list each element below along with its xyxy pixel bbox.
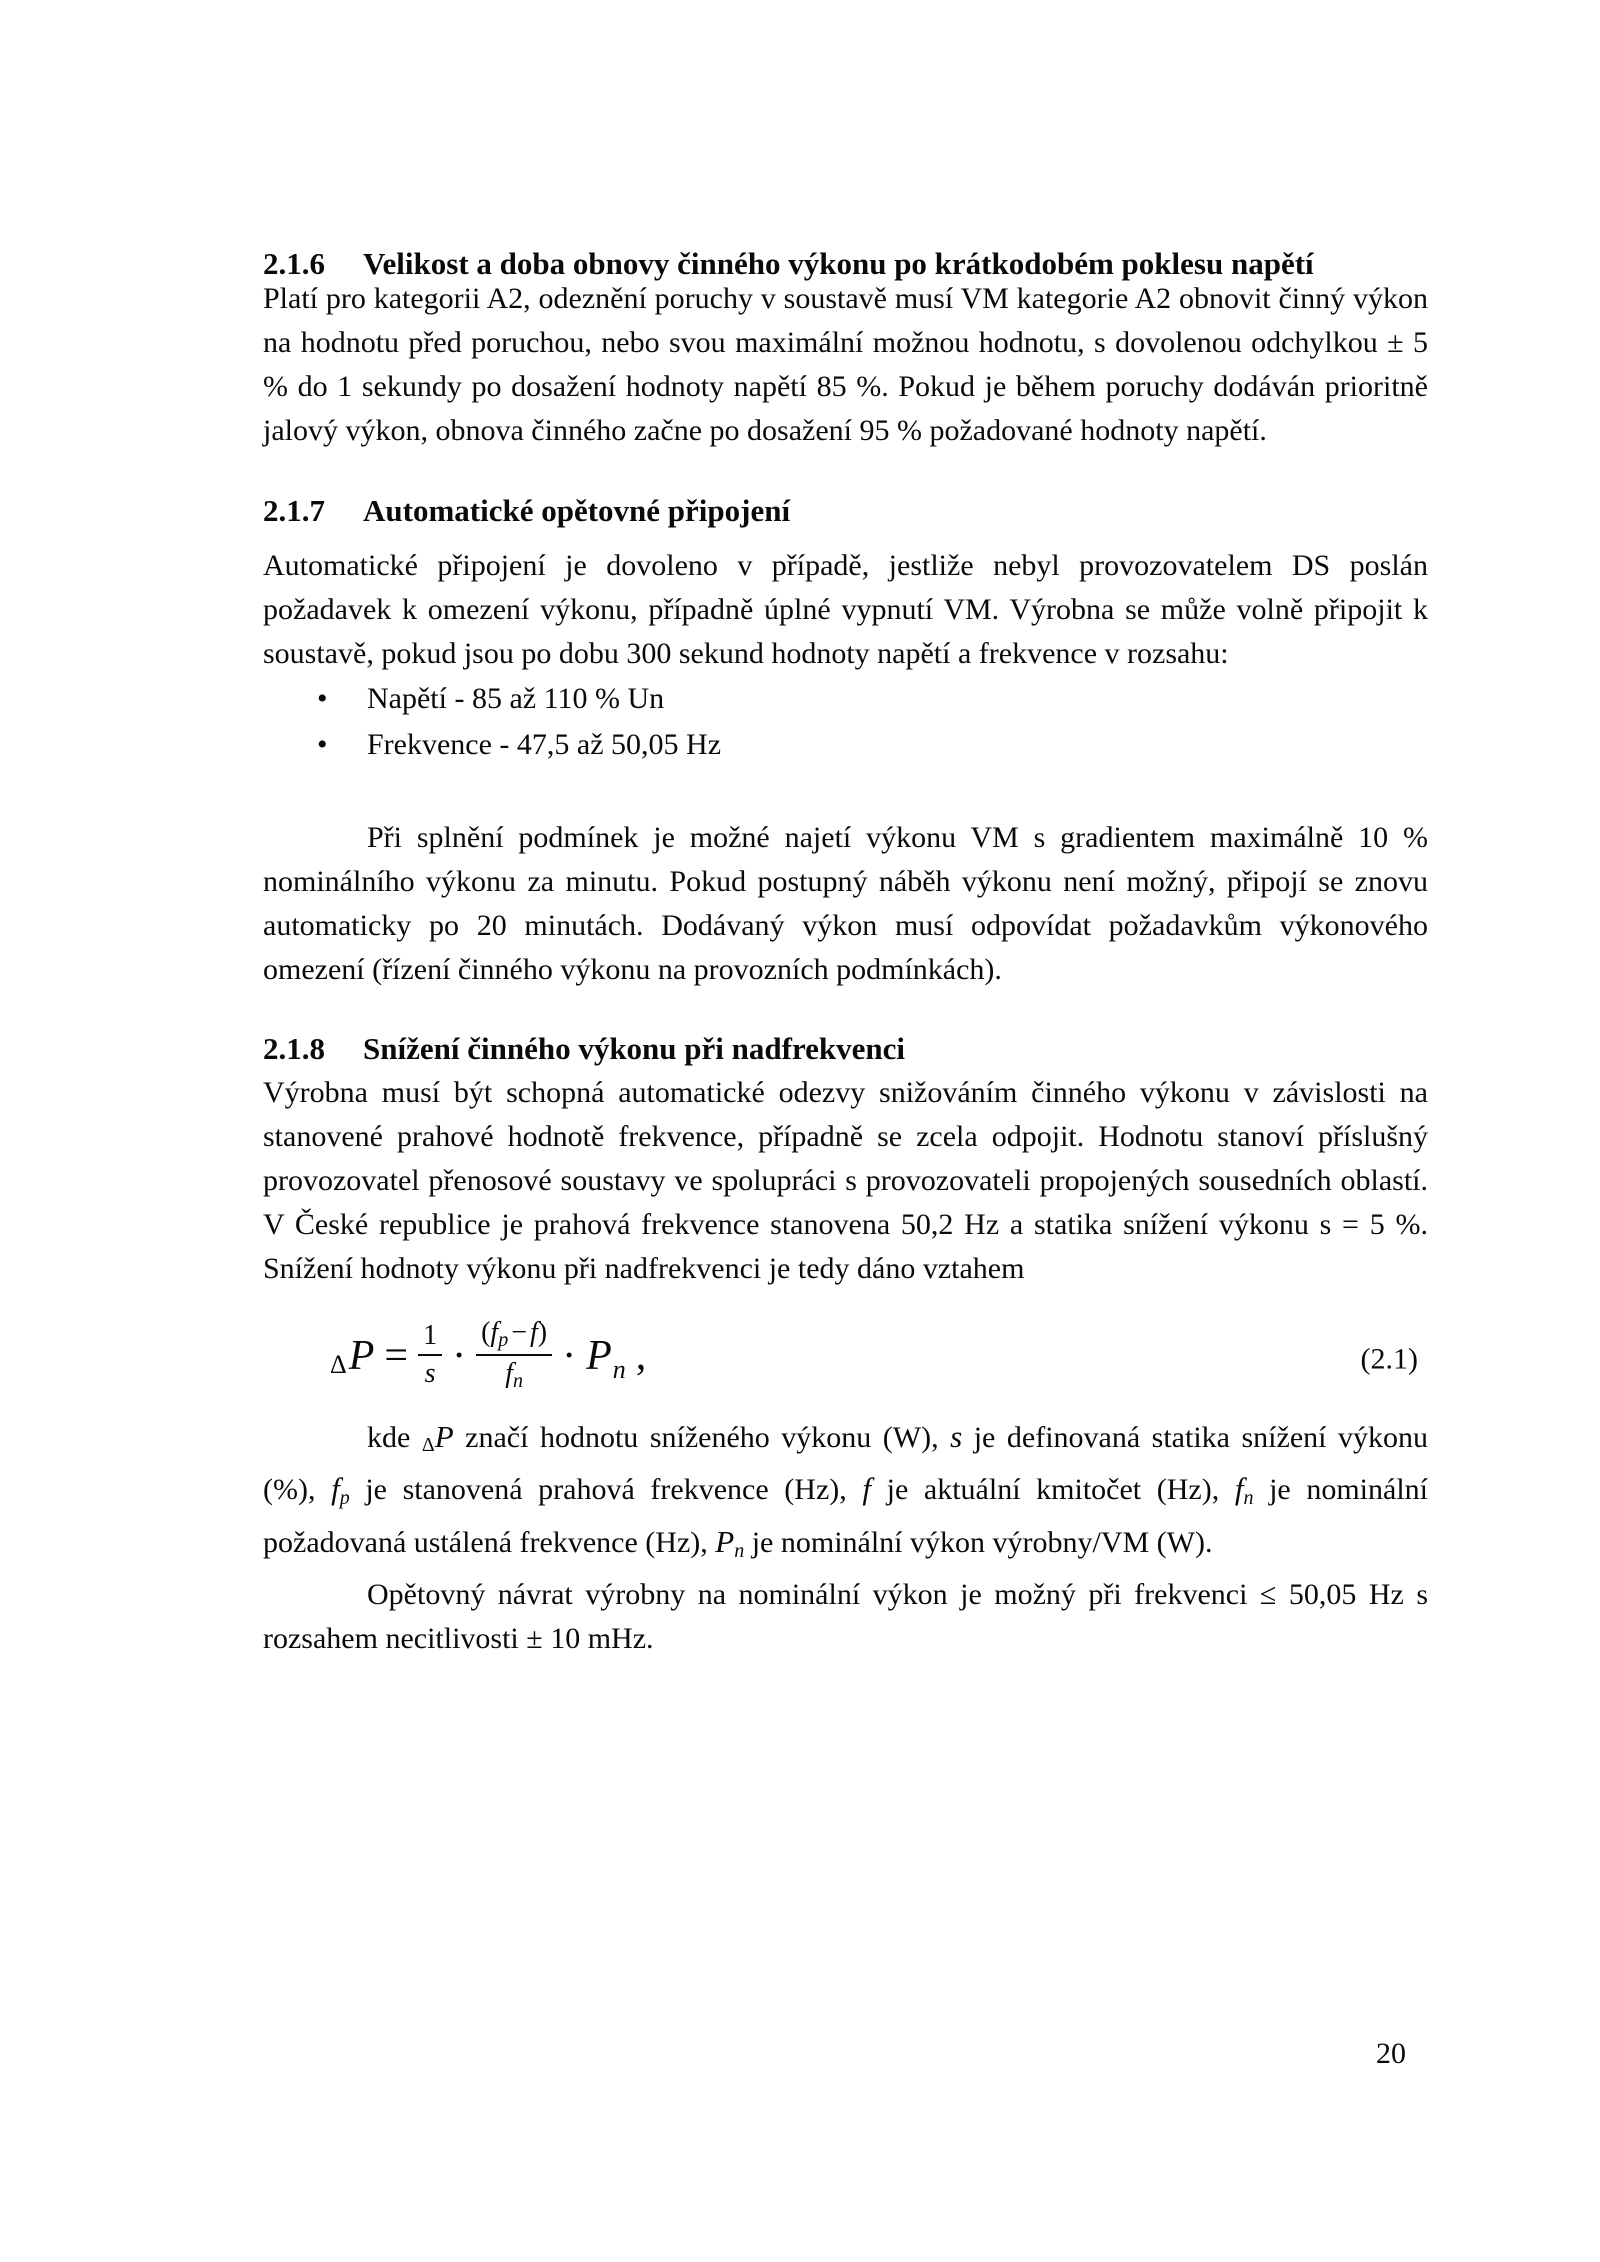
close-paren: ) xyxy=(537,1317,548,1348)
fraction-numerator: 1 xyxy=(418,1320,442,1356)
fn-subscript: n xyxy=(512,1370,523,1393)
section-heading-2-1-8 xyxy=(263,1027,1428,1071)
minus-sign: − xyxy=(511,1317,527,1348)
equation-number: (2.1) xyxy=(1360,1342,1418,1376)
equation-dot-operator: · xyxy=(452,1332,467,1379)
paragraph-final: Opětovný návrat výrobny na nominální výkon je možný při frekvenci ≤ 50,05 Hz s rozsahem necitlivosti ± 10 mHz. xyxy=(263,1577,1428,1655)
section-title-2-1-8: Snížení činného výkonu při nadfrekvenci xyxy=(363,1031,906,1066)
legend-text: značí hodnotu sníženého výkonu (W), xyxy=(453,1420,951,1454)
paragraph-2-1-6: Platí pro kategorii A2, odeznění poruchy v soustavě musí VM kategorie A2 obnovit činný výkon na hodnotu před poruchou, nebo svou maximální možnou hodnotu, s dovolenou odchylkou ± 5 % do 1 sekundy po dosažení hodnoty napětí 85 %. Pokud je během poruchy dodáván prioritně jalový výkon, obnova činného začne po dosažení 95 % požadované hodnoty napětí. xyxy=(263,282,1428,447)
section-number-2-1-7: 2.1.7 xyxy=(263,493,325,528)
legend-text: kde xyxy=(367,1420,422,1454)
paragraph-2-1-7: Automatické připojení je dovoleno v případě, jestliže nebyl provozovatelem DS poslán požadavek k omezení výkonu, případně úplné vypnutí VM. Výrobna se může volně připojit k soustavě, pokud jsou po dobu 300 sekund hodnoty napětí a frekvence v rozsahu: xyxy=(263,549,1428,670)
fraction-numerator xyxy=(476,1317,552,1356)
paragraph-2-1-8: Výrobna musí být schopná automatické odezvy snižováním činného výkonu v závislosti na stanovené prahové hodnotě frekvence, případně se zcela odpojit. Hodnotu stanoví příslušný provozovatel přenosové soustavy ve spolupráci s provozovateli propojených sousedních oblastí. V České republice je prahová frekvence stanovena 50,2 Hz a statika snížení výkonu s = 5 %. Snížení hodnoty výkonu při nadfrekvenci je tedy dáno vztahem xyxy=(263,1076,1428,1285)
page-number: 20 xyxy=(1376,2037,1406,2070)
delta-p-variable: P xyxy=(434,1418,454,1454)
f-variable: f xyxy=(529,1317,538,1348)
legend-text: je aktuální kmitočet (Hz), xyxy=(871,1472,1235,1506)
open-paren: ( xyxy=(481,1317,491,1348)
s-variable: s xyxy=(950,1418,963,1454)
pn-subscript: n xyxy=(734,1539,745,1562)
equation-comma: , xyxy=(635,1332,647,1379)
section-number-2-1-6: 2.1.6 xyxy=(263,246,325,281)
fn-base: f xyxy=(1234,1470,1244,1506)
pn-base: P xyxy=(715,1523,735,1559)
fraction-frequency xyxy=(476,1317,552,1393)
fp-subscript: p xyxy=(339,1486,350,1509)
bullet-icon: • xyxy=(317,682,328,715)
equation-2-1 xyxy=(263,1317,1428,1397)
fn-subscript: n xyxy=(1243,1486,1254,1509)
equation-equals-sign: = xyxy=(384,1332,409,1379)
fraction-denominator: s xyxy=(424,1358,436,1390)
fraction-denominator xyxy=(476,1356,552,1392)
legend-text: je nominální požadovaná ustálená frekvence (Hz), xyxy=(263,1472,1428,1559)
pn-base: P xyxy=(586,1332,612,1379)
list-item-frequency xyxy=(317,722,1428,768)
paragraph-2-1-7-b: Při splnění podmínek je možné najetí výkonu VM s gradientem maximálně 10 % nominálního výkonu za minutu. Pokud postupný náběh výkonu není možný, připojí se znovu automaticky po 20 minutách. Dodávaný výkon musí odpovídat požadavkům výkonového omezení (řízení činného výkonu na provozních podmínkách). xyxy=(263,821,1428,986)
list-item-voltage xyxy=(317,676,1428,722)
fn-base: f xyxy=(505,1358,513,1390)
list-item-text: Frekvence - 47,5 až 50,05 Hz xyxy=(367,728,722,761)
legend-text: je stanovená prahová frekvence (Hz), xyxy=(349,1472,863,1506)
section-heading-2-1-7 xyxy=(263,489,1428,533)
delta-p-subscript: Δ xyxy=(421,1433,435,1456)
bullet-list xyxy=(263,676,1428,768)
list-item-text: Napětí - 85 až 110 % Un xyxy=(367,682,665,715)
pn-subscript: n xyxy=(612,1354,626,1384)
equation-delta-subscript: Δ xyxy=(330,1349,347,1379)
paragraph-equation-legend xyxy=(263,1415,1428,1573)
equation-p-variable: P xyxy=(348,1332,375,1379)
legend-text: je definovaná statika snížení výkonu (%), xyxy=(263,1420,1428,1506)
equation-body xyxy=(330,1317,647,1393)
fraction-one-over-s xyxy=(418,1320,442,1390)
equation-dot-operator: · xyxy=(562,1332,577,1379)
f-variable: f xyxy=(862,1470,871,1506)
bullet-icon: • xyxy=(317,728,328,761)
section-title-2-1-6: Velikost a doba obnovy činného výkonu po krátkodobém poklesu napětí xyxy=(363,246,1314,281)
fp-base: f xyxy=(490,1317,499,1348)
legend-text: je nominální výkon výrobny/VM (W). xyxy=(744,1525,1213,1559)
section-number-2-1-8: 2.1.8 xyxy=(263,1031,325,1066)
section-title-2-1-7: Automatické opětovné připojení xyxy=(363,493,791,528)
fp-base: f xyxy=(331,1470,340,1506)
fp-subscript: p xyxy=(498,1329,509,1351)
page-content xyxy=(263,242,1428,1661)
